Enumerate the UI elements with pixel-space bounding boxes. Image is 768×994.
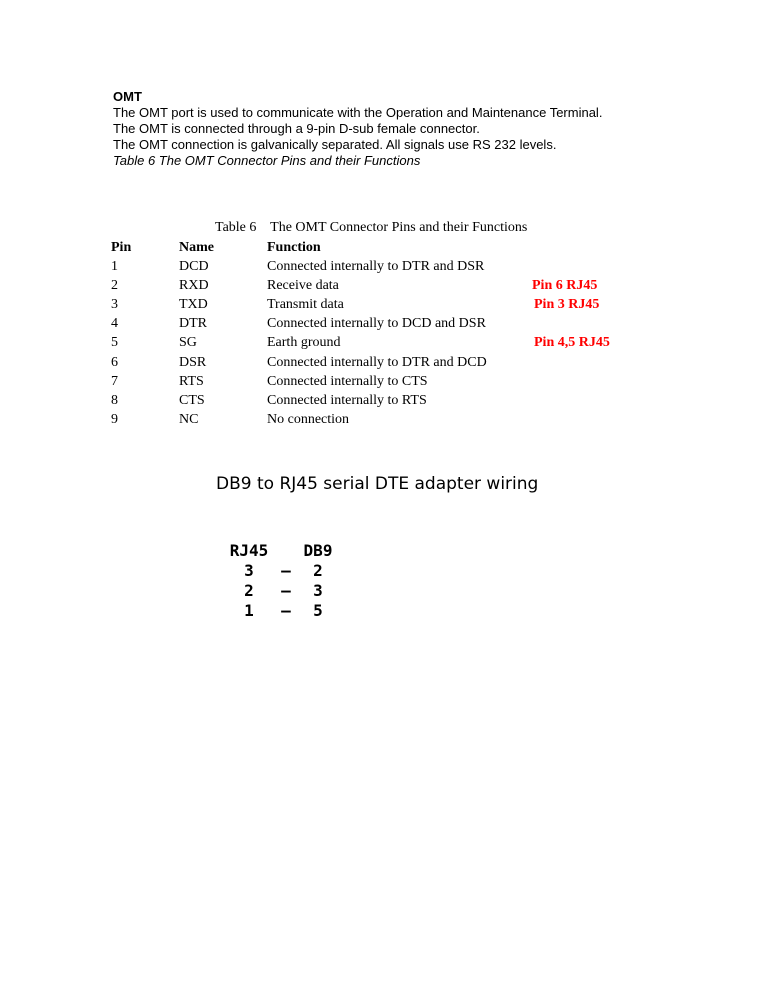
wiring-db9-pin: 3 xyxy=(313,581,323,600)
adapter-title: DB9 to RJ45 serial DTE adapter wiring xyxy=(216,474,539,494)
cell-pin: 8 xyxy=(111,392,118,408)
cell-name: DTR xyxy=(179,316,207,332)
cell-pin: 6 xyxy=(111,354,118,370)
cell-name: NC xyxy=(179,411,199,427)
table-reference: Table 6 The OMT Connector Pins and their Functions xyxy=(113,153,421,168)
table-row xyxy=(111,257,631,276)
cell-function: Earth ground xyxy=(267,335,341,351)
cell-function: Connected internally to CTS xyxy=(267,373,428,389)
intro-paragraph-3: The OMT connection is galvanically separated. All signals use RS 232 levels. xyxy=(113,137,557,152)
cell-pin: 9 xyxy=(111,411,118,427)
cell-function: Connected internally to DTR and DSR xyxy=(267,259,485,275)
cell-name: TXD xyxy=(179,297,208,313)
omt-pin-table xyxy=(111,238,631,429)
cell-function: Connected internally to DTR and DCD xyxy=(267,354,487,370)
table-row xyxy=(111,276,631,295)
wiring-dash: — xyxy=(281,601,291,620)
table-row xyxy=(111,353,631,372)
wiring-header-db9: DB9 xyxy=(303,541,333,560)
table-row xyxy=(111,295,631,314)
cell-name: DCD xyxy=(179,259,209,275)
cell-name: RXD xyxy=(179,278,209,294)
cell-pin: 3 xyxy=(111,297,118,313)
wiring-db9-pin: 5 xyxy=(313,601,323,620)
wiring-row xyxy=(228,561,348,581)
cell-function: Connected internally to DCD and DSR xyxy=(267,316,486,332)
wiring-rj45-pin: 1 xyxy=(244,601,254,620)
wiring-dash: — xyxy=(281,581,291,600)
table-row xyxy=(111,372,631,391)
wiring-row xyxy=(228,581,348,601)
wiring-header-rj45: RJ45 xyxy=(229,541,269,560)
cell-pin: 4 xyxy=(111,316,118,332)
cell-function: Connected internally to RTS xyxy=(267,392,427,408)
omt-intro-section xyxy=(113,89,633,169)
cell-function: No connection xyxy=(267,411,350,427)
wiring-row xyxy=(228,601,348,621)
table-row xyxy=(111,314,631,333)
wiring-rj45-pin: 3 xyxy=(244,561,254,580)
wiring-header-row xyxy=(228,541,348,561)
rj45-note: Pin 3 RJ45 xyxy=(534,297,600,313)
rj45-note: Pin 6 RJ45 xyxy=(532,278,598,294)
wiring-rj45-pin: 2 xyxy=(244,581,254,600)
cell-name: DSR xyxy=(179,354,207,370)
cell-pin: 2 xyxy=(111,278,118,294)
cell-pin: 7 xyxy=(111,373,118,389)
rj45-note: Pin 4,5 RJ45 xyxy=(534,335,610,351)
cell-function: Transmit data xyxy=(267,297,344,313)
cell-name: RTS xyxy=(179,373,204,389)
adapter-wiring-table xyxy=(228,541,348,621)
cell-pin: 1 xyxy=(111,259,118,275)
wiring-db9-pin: 2 xyxy=(313,561,323,580)
cell-pin: 5 xyxy=(111,335,118,351)
table-row xyxy=(111,333,631,352)
wiring-dash: — xyxy=(281,561,291,580)
cell-function: Receive data xyxy=(267,278,339,294)
table-caption: Table 6 The OMT Connector Pins and their Functions xyxy=(215,220,528,235)
intro-paragraph-2: The OMT is connected through a 9-pin D-sub female connector. xyxy=(113,121,480,136)
cell-name: CTS xyxy=(179,392,205,408)
table-header-row xyxy=(111,238,631,257)
header-function: Function xyxy=(267,240,321,255)
table-row xyxy=(111,391,631,410)
intro-paragraph-1: The OMT port is used to communicate with the Operation and Maintenance Terminal. xyxy=(113,105,603,120)
cell-name: SG xyxy=(179,335,197,351)
header-name: Name xyxy=(179,240,214,255)
table-row xyxy=(111,410,631,429)
omt-heading: OMT xyxy=(113,89,142,104)
header-pin: Pin xyxy=(111,240,132,255)
